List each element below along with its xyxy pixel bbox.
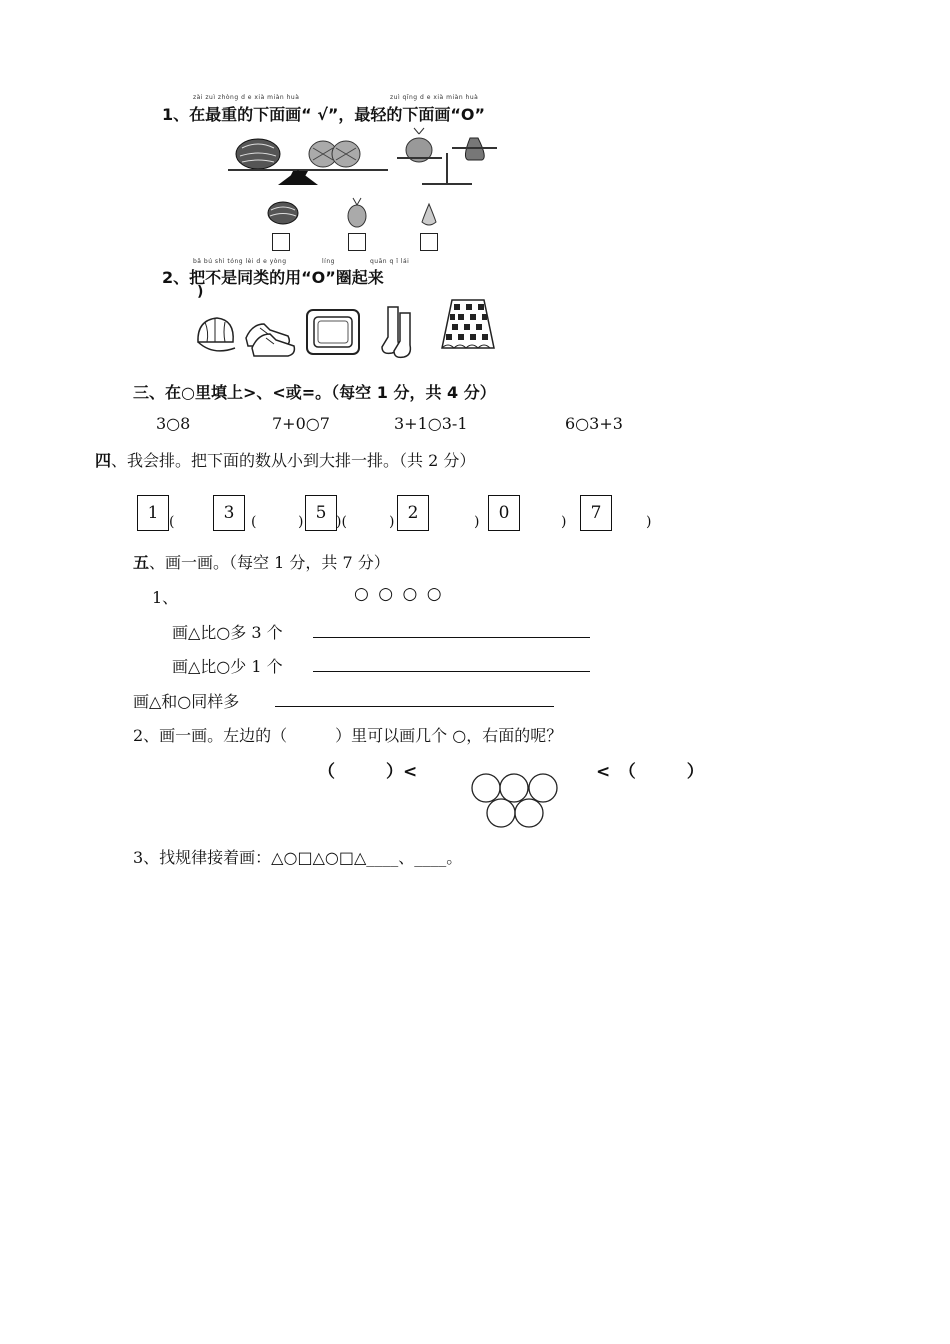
- number-card-3: 5: [305, 495, 337, 531]
- balance-scale-left-illustration: [228, 130, 388, 190]
- compare-item-2: 7+0○7: [272, 414, 330, 433]
- answer-box-watermelon[interactable]: [272, 233, 290, 251]
- answer-paren[interactable]: ): [646, 514, 652, 530]
- section-4-text: 、我会排。把下面的数从小到大排一排。（共 2 分）: [111, 451, 476, 470]
- television-icon: [304, 306, 362, 358]
- section-4-number: 四: [95, 451, 112, 470]
- number-card-4: 2: [397, 495, 429, 531]
- instruction-less: 画△比○少 1 个: [172, 657, 283, 676]
- question-1-text: 1、在最重的下面画“ √”，最轻的下面画“O”: [162, 105, 486, 124]
- number-card-5: 0: [488, 495, 520, 531]
- answer-paren[interactable]: (: [169, 514, 175, 530]
- instruction-more: 画△比○多 3 个: [172, 623, 283, 642]
- balance-scale-right-illustration: [392, 128, 502, 190]
- section-4-title: [95, 448, 475, 471]
- question-2-text: 2、把不是同类的用“O”圈起来: [162, 268, 384, 287]
- pinyin-line: líng: [322, 258, 335, 265]
- shoes-icon: [242, 310, 298, 358]
- pear-icon: [418, 202, 440, 228]
- answer-paren[interactable]: (: [251, 514, 257, 530]
- drawing-line-same[interactable]: [275, 706, 554, 707]
- sub-question-3-text: 3、找规律接着画：△○□△○□△____、____。: [133, 848, 463, 867]
- answer-paren[interactable]: )(: [336, 514, 347, 530]
- answer-paren[interactable]: ): [298, 514, 304, 530]
- answer-box-pear[interactable]: [420, 233, 438, 251]
- drawing-line-more[interactable]: [313, 637, 590, 638]
- compare-item-4: 6○3+3: [565, 414, 623, 433]
- question-2-close-paren: ): [197, 284, 204, 300]
- compare-item-3: 3+1○3-1: [394, 414, 468, 433]
- sub-question-2-text: 2、画一画。左边的（ ）里可以画几个 ○，右面的呢？: [133, 726, 563, 745]
- answer-paren[interactable]: ): [561, 514, 567, 530]
- section-5-title: [133, 550, 390, 573]
- number-card-1: 1: [137, 495, 169, 531]
- pinyin-line: zài zuì zhòng d e xià miàn huà: [193, 94, 300, 101]
- answer-paren[interactable]: ): [389, 514, 395, 530]
- watermelon-icon: [266, 200, 300, 226]
- drawing-line-less[interactable]: [313, 671, 590, 672]
- section-5-number: 五: [133, 553, 150, 572]
- number-card-2: 3: [213, 495, 245, 531]
- pinyin-line: zuì qīng d e xià miàn huà: [390, 94, 479, 101]
- answer-box-pineapple[interactable]: [348, 233, 366, 251]
- five-circles-group: [470, 771, 562, 831]
- number-card-6: 7: [580, 495, 612, 531]
- pinyin-line: quān q ǐ lái: [370, 258, 410, 265]
- compare-right[interactable]: < （ ）: [596, 762, 704, 782]
- circles-row: ○ ○ ○ ○: [354, 584, 444, 604]
- compare-item-1: 3○8: [156, 414, 191, 433]
- cap-icon: [193, 312, 239, 360]
- section-5-text: 、画一画。（每空 1 分，共 7 分）: [149, 553, 390, 572]
- compare-left[interactable]: （ ）<: [318, 762, 418, 782]
- socks-icon: [378, 305, 420, 359]
- section-3-title: 三、在○里填上>、<或=。（每空 1 分，共 4 分）: [133, 383, 496, 402]
- skirt-icon: [440, 298, 496, 354]
- answer-paren[interactable]: ): [474, 514, 480, 530]
- sub-question-1-label: 1、: [152, 588, 179, 607]
- pinyin-line: bǎ bú shì tóng lèi d e yòng: [193, 258, 287, 265]
- pineapple-icon: [344, 198, 370, 228]
- instruction-same: 画△和○同样多: [133, 692, 240, 711]
